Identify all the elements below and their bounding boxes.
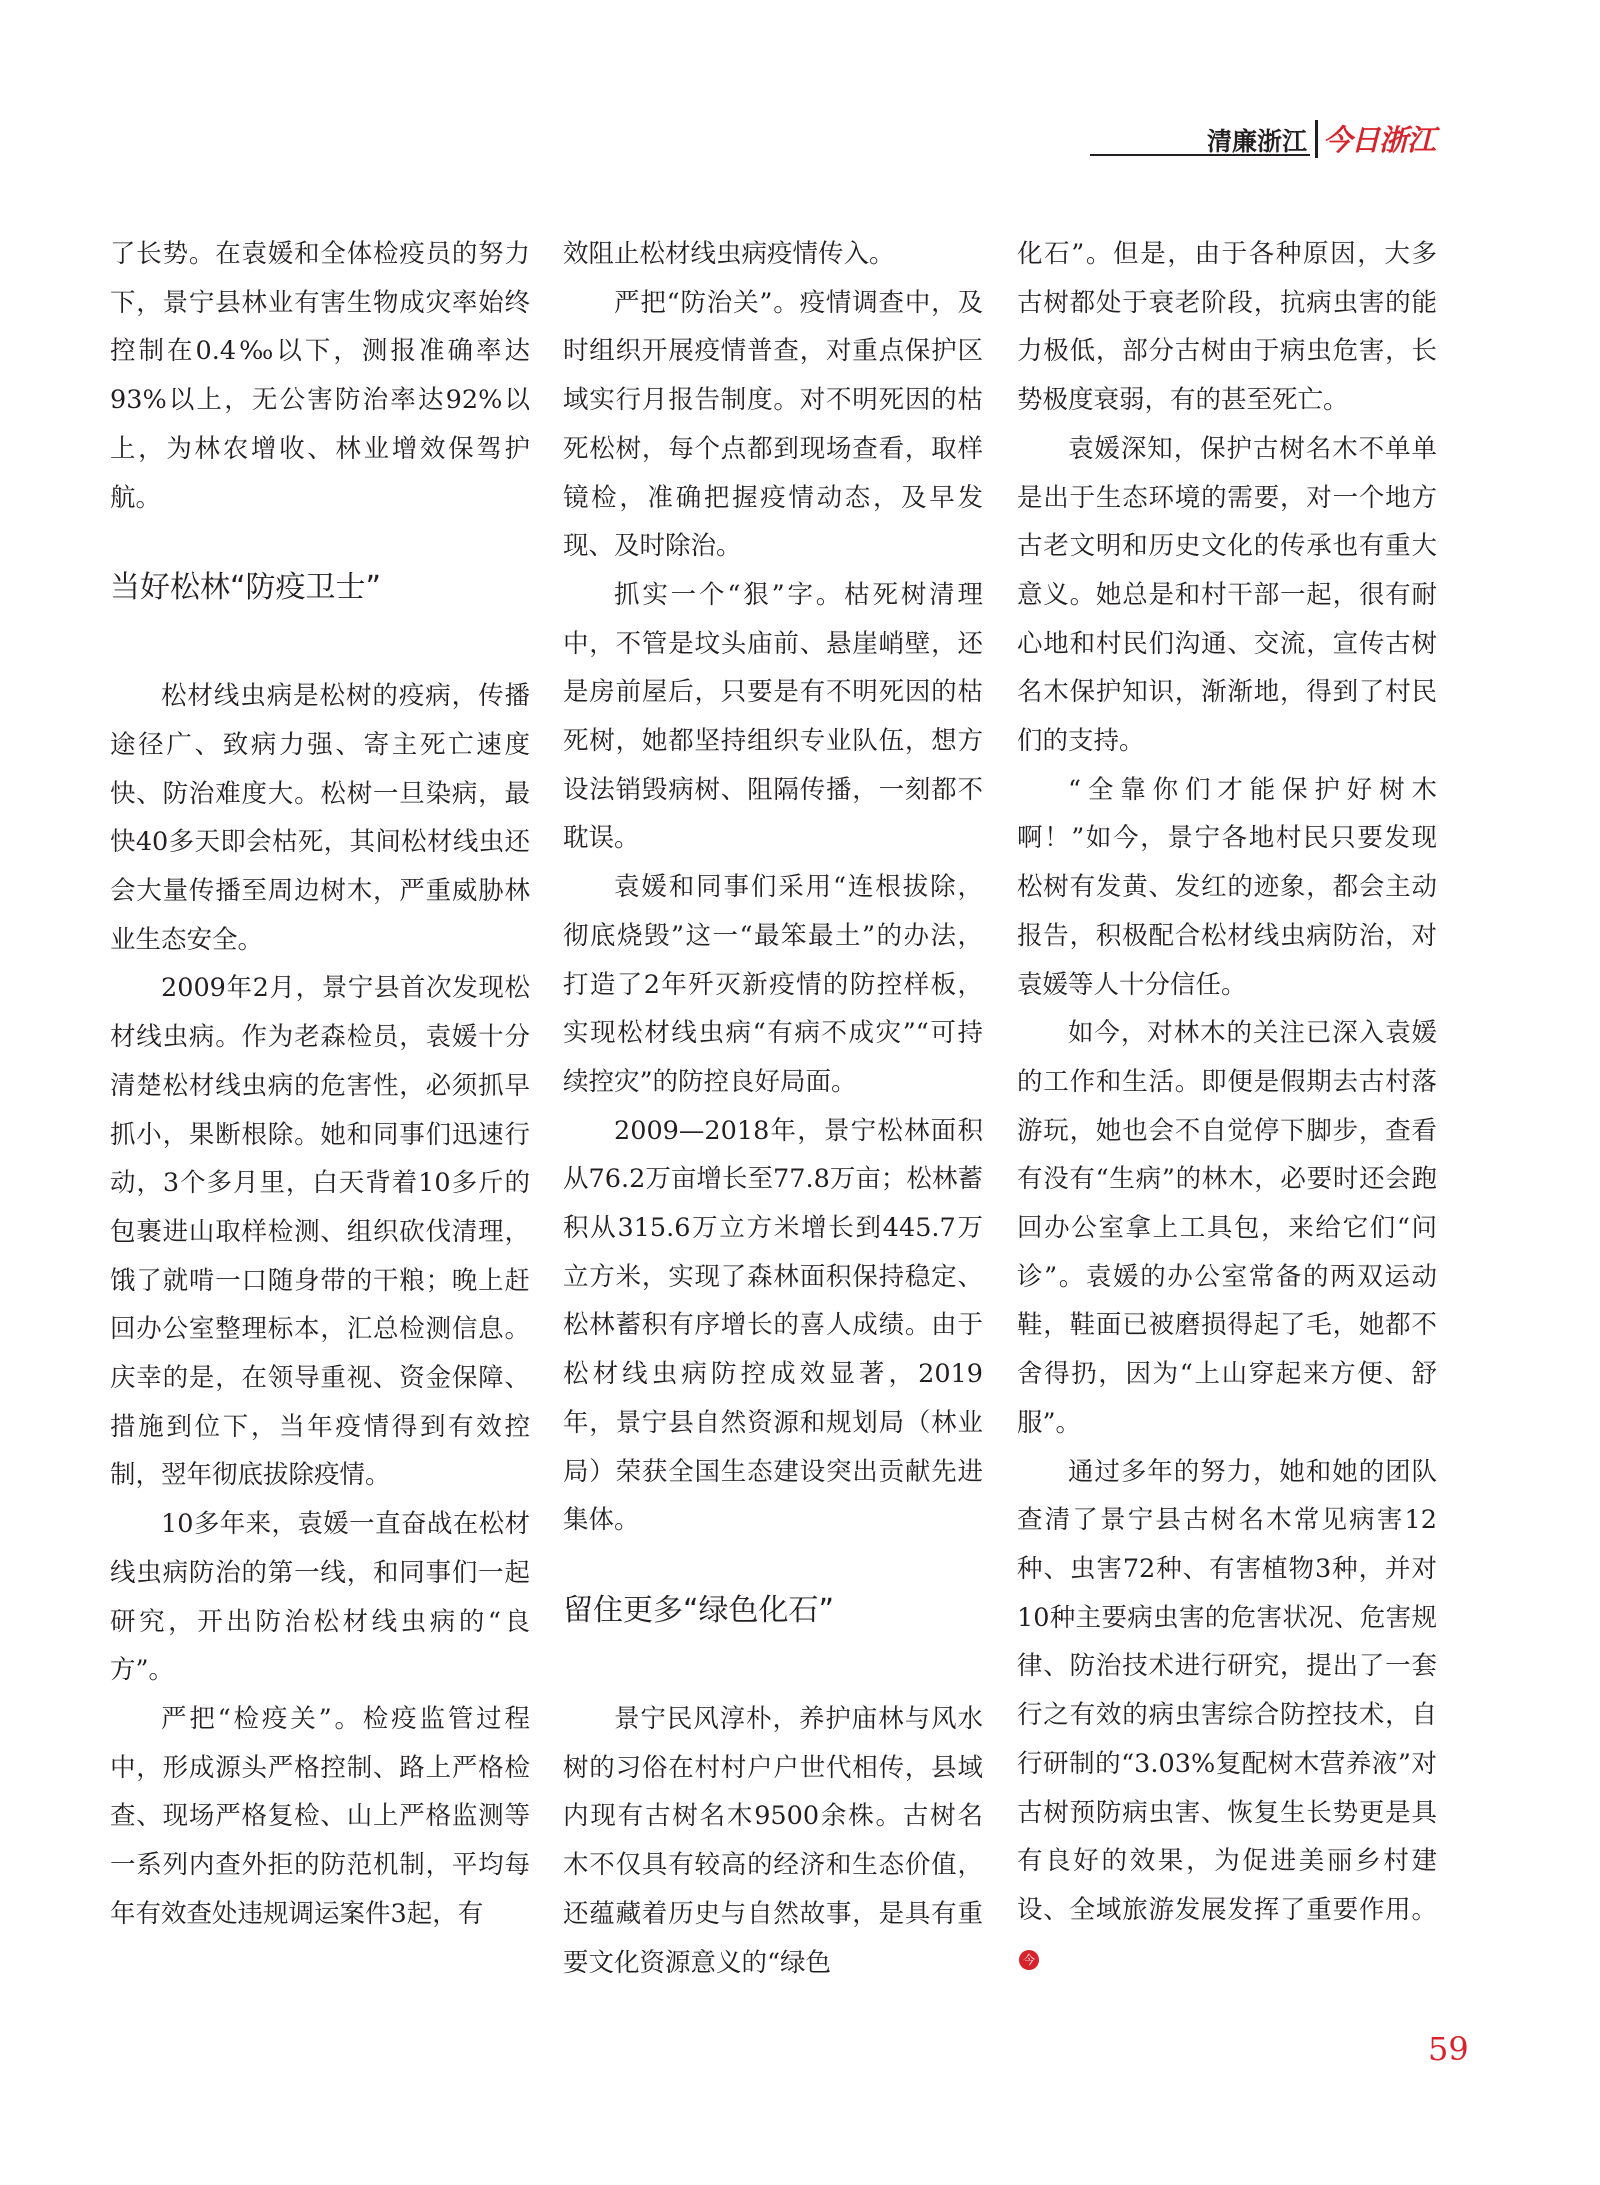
paragraph: 袁媛深知，保护古树名木不单单是出于生态环境的需要，对一个地方古老文明和历史文化的传承也有重大意义。她总是和村干部一起，很有耐心地和村民们沟通、交流，宣传古树名木保护知识，渐渐地，得到了村民们的支持。 [1017, 433, 1437, 757]
page-header [1090, 118, 1442, 158]
end-mark-icon: 今 [1019, 1950, 1039, 1970]
paragraph: 10多年来，袁媛一直奋战在松材线虫病防治的第一线，和同事们一起研究，开出防治松材线虫病的“良方”。 [110, 1509, 530, 1686]
article-column-2 [563, 230, 983, 1987]
section-heading: 留住更多“绿色化石” [563, 1592, 835, 1628]
paragraph: 效阻止松材线虫病疫情传入。 [563, 239, 895, 269]
paragraph-final [1017, 1448, 1437, 1984]
paragraph: 松材线虫病是松树的疫病，传播途径广、致病力强、寄主死亡速度快、防治难度大。松树一旦染病，最快40多天即会枯死，其间松材线虫还会大量传播至周边树木，严重威胁林业生态安全。 [110, 681, 530, 955]
paragraph: 严把“防治关”。疫情调查中，及时组织开展疫情普查，对重点保护区域实行月报告制度。对不明死因的枯死松树，每个点都到现场查看，取样镜检，准确把握疫情动态，及早发现、及时除治。 [563, 287, 983, 562]
header-separator [1315, 120, 1318, 158]
paragraph: 严把“检疫关”。检疫监管过程中，形成源头严格控制、路上严格检查、现场严格复检、山上严格监测等一系列内查外拒的防范机制，平均每年有效查处违规调运案件3起，有 [110, 1703, 530, 1929]
paragraph: 抓实一个“狠”字。枯死树清理中，不管是坟头庙前、悬崖峭壁，还是房前屋后，只要是有不明死因的枯死树，她都坚持组织专业队伍，想方设法销毁病树、阻隔传播，一刻都不耽误。 [563, 579, 983, 854]
page-number: 59 [1428, 2030, 1469, 2068]
paragraph: 了长势。在袁媛和全体检疫员的努力下，景宁县林业有害生物成灾率始终控制在0.4‰以下，测报准确率达93%以上，无公害防治率达92%以上，为林农增收、林业增效保驾护航。 [110, 239, 530, 513]
paragraph: “全靠你们才能保护好树木啊！”如今，景宁各地村民只要发现松树有发黄、发红的迹象，都会主动报告，积极配合松材线虫病防治，对袁媛等人十分信任。 [1017, 774, 1437, 1000]
magazine-logo: 今日浙江 [1323, 123, 1436, 157]
section-heading: 当好松林“防疫卫士” [110, 570, 382, 606]
article-column-1 [110, 230, 530, 1939]
paragraph: 2009年2月，景宁县首次发现松材线虫病。作为老森检员，袁媛十分清楚松材线虫病的危害性，必须抓早抓小，果断根除。她和同事们迅速行动，3个多月里，白天背着10多斤的包裹进山取样检测、组织砍伐清理，饿了就啃一口随身带的干粮；晚上赶回办公室整理标本，汇总检测信息。庆幸的是，在领导重视、资金保障、措施到位下，当年疫情得到有效控制，翌年彻底拔除疫情。 [110, 973, 530, 1491]
section-name: 清廉浙江 [1207, 127, 1308, 156]
paragraph: 景宁民风淳朴，养护庙林与风水树的习俗在村村户户世代相传，县域内现有古树名木9500余株。古树名木不仅具有较高的经济和生态价值，还蕴藏着历史与自然故事，是具有重要文化资源意义的“绿色 [563, 1703, 983, 1978]
paragraph-text: 通过多年的努力，她和她的团队查清了景宁县古树名木常见病害12种、虫害72种、有害植物3种，并对10种主要病虫害的危害状况、危害规律、防治技术进行研究，提出了一套行之有效的病虫害综合防控技术，自行研制的“3.03%复配树木营养液”对古树预防病虫害、恢复生长势更是具有良好的效果，为促进美丽乡村建设、全域旅游发展发挥了重要作用。 [1017, 1456, 1437, 1925]
paragraph: 袁媛和同事们采用“连根拔除，彻底烧毁”这一“最笨最土”的办法，打造了2年歼灭新疫情的防控样板，实现松材线虫病“有病不成灾”“可持续控灾”的防控良好局面。 [563, 872, 983, 1097]
paragraph: 化石”。但是，由于各种原因，大多古树都处于衰老阶段，抗病虫害的能力极低，部分古树由于病虫危害，长势极度衰弱，有的甚至死亡。 [1017, 239, 1437, 416]
article-column-3 [1017, 230, 1437, 1983]
paragraph: 如今，对林木的关注已深入袁媛的工作和生活。即便是假期去古村落游玩，她也会不自觉停下脚步，查看有没有“生病”的林木，必要时还会跑回办公室拿上工具包，来给它们“问诊”。袁媛的办公室常备的两双运动鞋，鞋面已被磨损得起了毛，她都不舍得扔，因为“上山穿起来方便、舒服”。 [1017, 1018, 1437, 1438]
paragraph: 2009—2018年，景宁松林面积从76.2万亩增长至77.8万亩；松林蓄积从315.6万立方米增长到445.7万立方米，实现了森林面积保持稳定、松林蓄积有序增长的喜人成绩。由于松材线虫病防控成效显著，2019年，景宁县自然资源和规划局（林业局）荣获全国生态建设突出贡献先进集体。 [563, 1115, 983, 1536]
